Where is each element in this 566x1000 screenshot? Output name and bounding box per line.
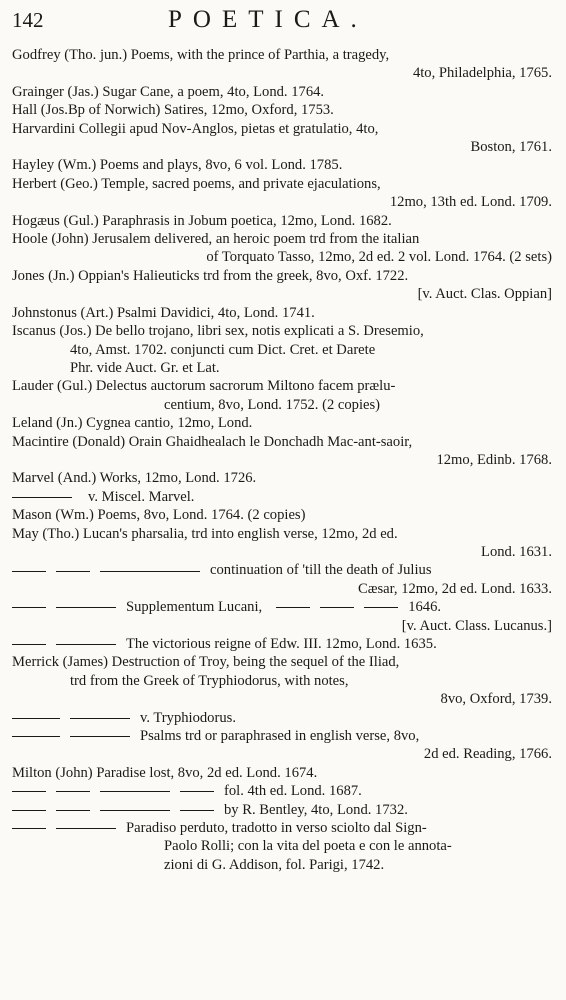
entry-line: Lauder (Gul.) Delectus auctorum sacrorum Miltono facem prælu- [12,378,396,395]
entry-merrick [12,653,552,708]
entry-line: trd from the Greek of Tryphiodorus, with notes, [70,672,349,689]
ditto-dash [100,791,170,792]
ditto-dash [56,828,116,829]
entry-milton-bentley [12,801,552,819]
entry-line: Godfrey (Tho. jun.) Poems, with the prince of Parthia, a tragedy, [12,47,390,63]
entry-line: Psalms trd or paraphrased in english verse, 8vo, [140,728,420,745]
entry-line: 2d ed. Reading, 1766. [423,746,552,763]
ditto-dash [12,644,46,645]
entry-harvardini [12,120,552,157]
entry-line: Jones (Jn.) Oppian's Halieuticks trd from the greek, 8vo, Oxf. 1722. [12,267,409,284]
ditto-dash [56,810,90,811]
entry-merrick-psalms [12,727,552,764]
entry-line: Hogæus (Gul.) Paraphrasis in Jobum poetica, 12mo, Lond. 1682. [12,212,392,229]
entry-line: Macintire (Donald) Orain Ghaidhealach le Donchadh Mac-ant-saoir, [12,433,413,450]
ditto-dash [100,810,170,811]
entry-line: Mason (Wm.) Poems, 8vo, Lond. 1764. (2 copies) [12,507,306,524]
page-number: 142 [12,8,44,32]
ditto-dash [12,810,46,811]
entry-line: Iscanus (Jos.) De bello trojano, libri sex, notis explicati a S. Dresemio, [12,323,424,340]
entry-line: Herbert (Geo.) Temple, sacred poems, and private ejaculations, [12,175,381,192]
entry-line: v. Tryphiodorus. [140,709,236,726]
entry-line: The victorious reigne of Edw. III. 12mo, Lond. 1635. [126,636,437,652]
entry-line: 1646. [408,599,442,616]
entry-herbert [12,175,552,212]
entry-line: Hoole (John) Jerusalem delivered, an heroic poem trd from the italian [12,231,420,248]
entry-line: Lond. 1631. [481,543,552,560]
ditto-dash [56,791,90,792]
running-title: POETICA. [168,6,368,33]
entry-line: Merrick (James) Destruction of Troy, being the sequel of the Iliad, [12,654,400,671]
entry-line: Hall (Jos.Bp of Norwich) Satires, 12mo, Oxford, 1753. [12,102,334,119]
entry-line: of Torquato Tasso, 12mo, 2d ed. 2 vol. Lond. 1764. (2 sets) [206,249,552,266]
entry-line: 4to, Amst. 1702. conjuncti cum Dict. Cret. et Darete [70,341,376,358]
entry-marvel [12,469,552,487]
entry-milton [12,764,552,782]
entry-hall [12,101,552,119]
entry-line: May (Tho.) Lucan's pharsalia, trd into english verse, 12mo, 2d ed. [12,525,398,542]
entry-line: centium, 8vo, Lond. 1752. (2 copies) [164,396,381,413]
entry-may-supplementum [12,598,552,635]
ditto-dash [12,736,60,737]
ditto-dash [12,718,60,719]
entry-milton-4th-ed [12,782,552,800]
ditto-dash [364,607,398,608]
entry-line: Cæsar, 12mo, 2d ed. Lond. 1633. [358,580,552,597]
entry-merrick-tryphiodorus [12,709,552,727]
entry-line: 12mo, Edinb. 1768. [436,451,552,468]
entry-johnstonus [12,304,552,322]
ditto-dash [100,571,200,572]
entry-line: 12mo, 13th ed. Lond. 1709. [389,194,552,211]
entry-line: Supplementum Lucani, [126,599,263,616]
ditto-dash [70,718,130,719]
entry-hoole [12,230,552,267]
ditto-dash [56,571,90,572]
entry-line: continuation of 'till the death of Julius [210,562,432,579]
ditto-dash [12,571,46,572]
entry-line: fol. 4th ed. Lond. 1687. [224,783,362,800]
entry-line: by R. Bentley, 4to, Lond. 1732. [224,801,408,818]
entry-line: Harvardini Collegii apud Nov-Anglos, pietas et gratulatio, 4to, [12,120,379,137]
entry-jones [12,267,552,304]
entry-line: 4to, Philadelphia, 1765. [412,65,552,82]
entry-marvel-miscel [12,488,552,506]
page-header [12,6,552,46]
entry-may-continuation [12,561,552,598]
entry-line: [v. Auct. Clas. Oppian] [417,286,552,303]
entry-line: Milton (John) Paradise lost, 8vo, 2d ed. Lond. 1674. [12,764,318,781]
entry-line: Paradiso perduto, tradotto in verso sciolto dal Sign- [126,820,427,837]
entry-line: Phr. vide Auct. Gr. et Lat. [70,359,220,376]
entry-lauder [12,377,552,414]
entry-grainger [12,83,552,101]
entry-line: Grainger (Jas.) Sugar Cane, a poem, 4to, Lond. 1764. [12,83,325,100]
ditto-dash [12,497,72,498]
entry-line: Boston, 1761. [470,139,552,156]
entry-line: Paolo Rolli; con la vita del poeta e con le annota- [164,838,452,855]
entry-line: 8vo, Oxford, 1739. [440,691,552,708]
entry-line: [v. Auct. Class. Lucanus.] [401,617,552,634]
entry-may-edw [12,635,552,653]
ditto-dash [56,644,116,645]
entry-hogaeus [12,212,552,230]
entry-leland [12,414,552,432]
entry-milton-paradiso [12,819,552,874]
entry-line: Marvel (And.) Works, 12mo, Lond. 1726. [12,470,257,487]
entry-may [12,525,552,562]
ditto-dash [12,791,46,792]
entry-line: zioni di G. Addison, fol. Parigi, 1742. [164,856,385,873]
ditto-dash [180,791,214,792]
ditto-dash [320,607,354,608]
entry-line: Leland (Jn.) Cygnea cantio, 12mo, Lond. [12,415,253,432]
entry-line: Johnstonus (Art.) Psalmi Davidici, 4to, Lond. 1741. [12,304,315,321]
entry-line: v. Miscel. Marvel. [88,488,195,505]
ditto-dash [70,736,130,737]
catalogue-entries [12,46,552,874]
entry-iscanus [12,322,552,377]
entry-macintire [12,433,552,470]
entry-mason [12,506,552,524]
ditto-dash [276,607,310,608]
ditto-dash [12,828,46,829]
ditto-dash [56,607,116,608]
ditto-dash [180,810,214,811]
entry-godfrey [12,46,552,83]
entry-line: Hayley (Wm.) Poems and plays, 8vo, 6 vol. Lond. 1785. [12,157,343,174]
ditto-dash [12,607,46,608]
entry-hayley [12,156,552,174]
